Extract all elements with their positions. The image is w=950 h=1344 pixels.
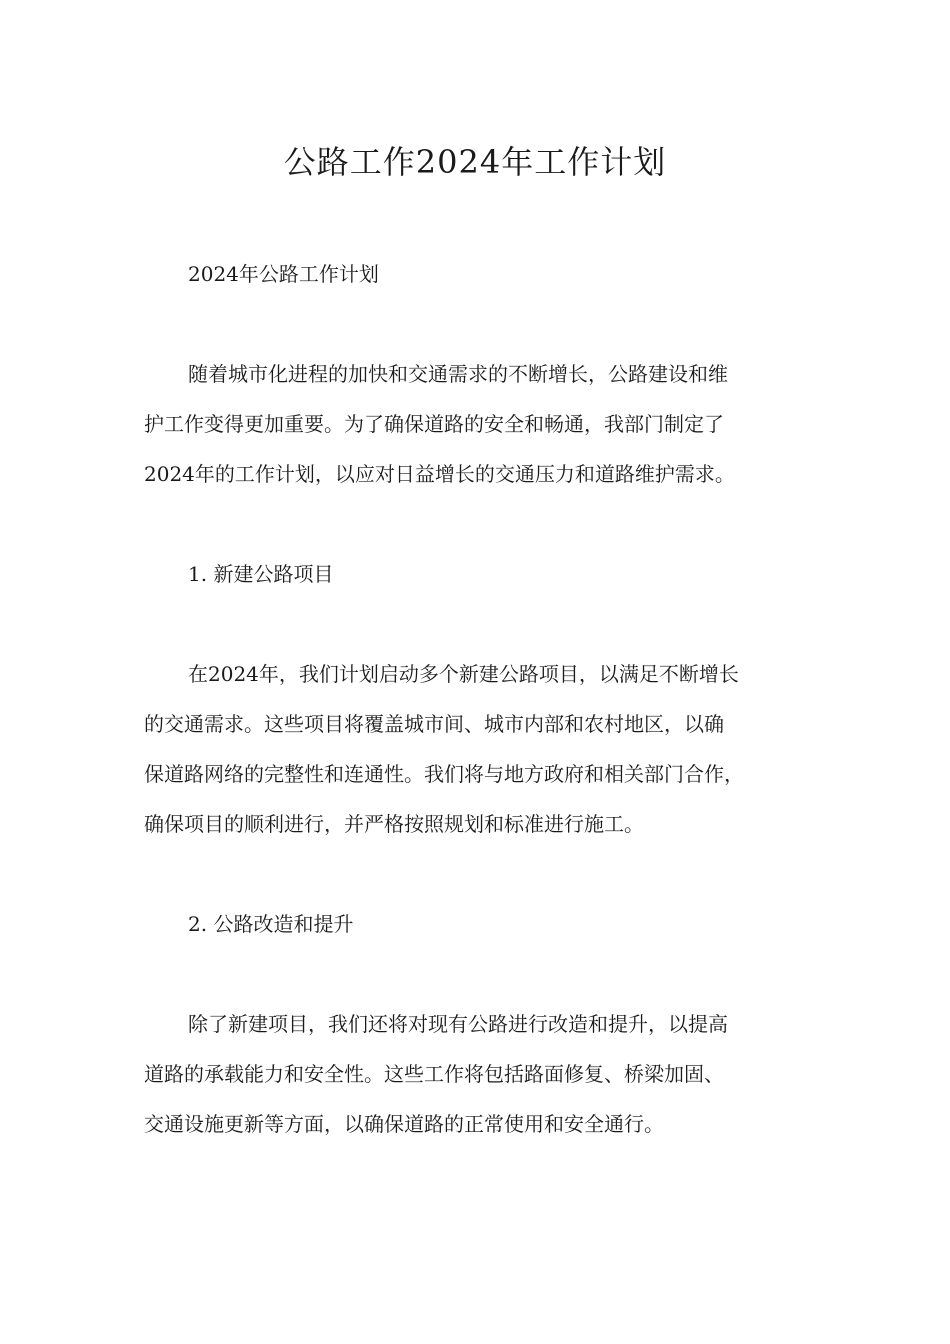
section-1-line-2: 的交通需求。这些项目将覆盖城市间、城市内部和农村地区，以确 bbox=[144, 712, 724, 736]
section-1-heading: 1. 新建公路项目 bbox=[188, 562, 334, 586]
intro-line-3: 2024年的工作计划，以应对日益增长的交通压力和道路维护需求。 bbox=[144, 462, 735, 486]
section-2-line-2: 道路的承载能力和安全性。这些工作将包括路面修复、桥梁加固、 bbox=[144, 1062, 724, 1086]
section-1-line-1: 在2024年，我们计划启动多个新建公路项目，以满足不断增长 bbox=[188, 662, 739, 686]
document-title: 公路工作2024年工作计划 bbox=[283, 143, 667, 181]
section-2-line-3: 交通设施更新等方面，以确保道路的正常使用和安全通行。 bbox=[144, 1112, 664, 1136]
intro-line-2: 护工作变得更加重要。为了确保道路的安全和畅通，我部门制定了 bbox=[144, 412, 724, 436]
section-2-heading: 2. 公路改造和提升 bbox=[188, 912, 354, 936]
section-1-line-3: 保道路网络的完整性和连通性。我们将与地方政府和相关部门合作， bbox=[144, 762, 744, 786]
section-1-line-4: 确保项目的顺利进行，并严格按照规划和标准进行施工。 bbox=[144, 812, 644, 836]
section-2-line-1: 除了新建项目，我们还将对现有公路进行改造和提升，以提高 bbox=[188, 1012, 728, 1036]
document-subtitle: 2024年公路工作计划 bbox=[188, 262, 379, 286]
intro-line-1: 随着城市化进程的加快和交通需求的不断增长，公路建设和维 bbox=[188, 362, 728, 386]
